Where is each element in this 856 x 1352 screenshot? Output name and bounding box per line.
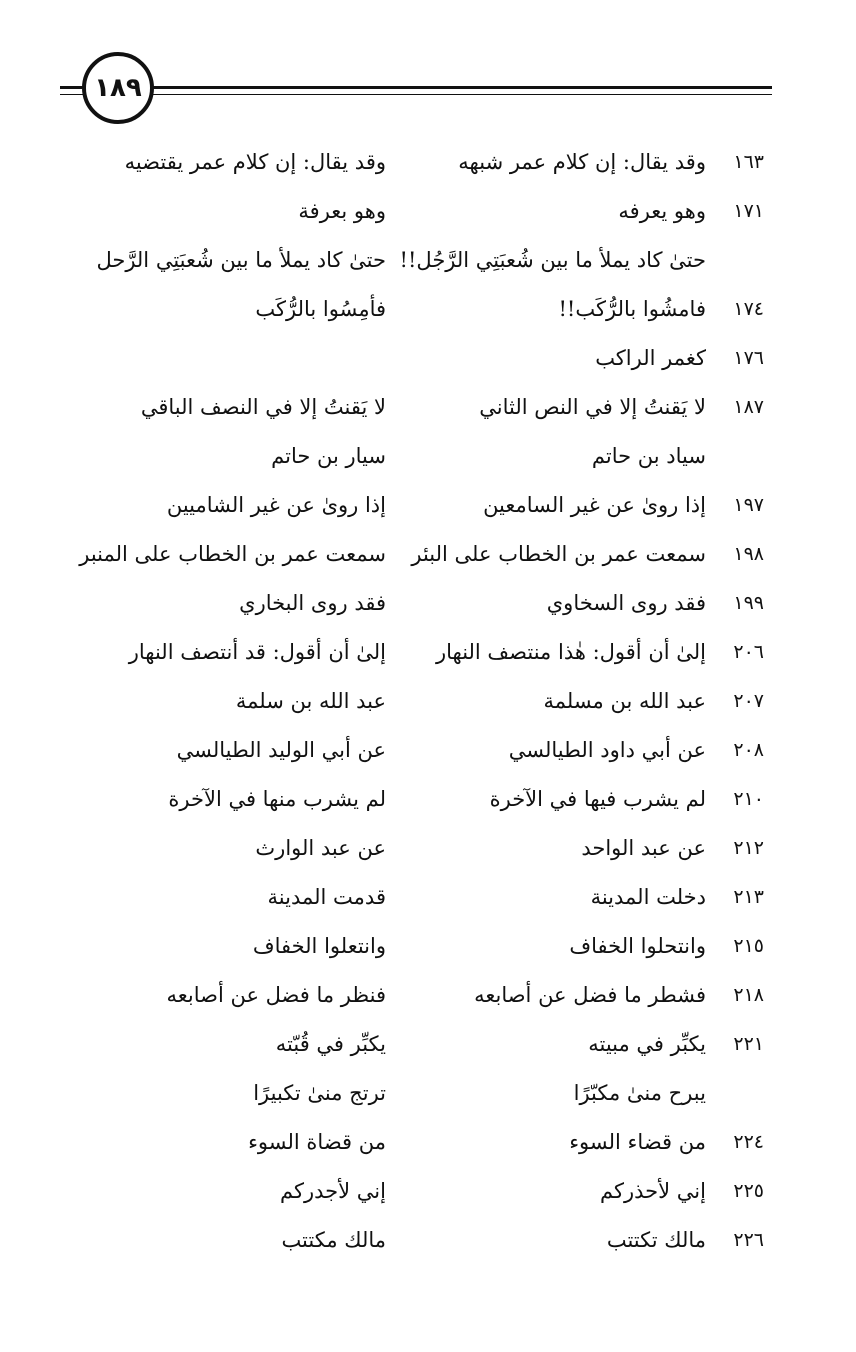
original-text: عبد الله بن مسلمة xyxy=(543,689,706,713)
errata-table xyxy=(0,138,856,1265)
original-text: عن عبد الواحد xyxy=(581,836,706,860)
line-number: ٢٢٥ xyxy=(733,1180,764,1202)
corrected-text: عن أبي الوليد الطيالسي xyxy=(176,738,386,762)
errata-row xyxy=(0,1167,856,1216)
original-text: لم يشرب فيها في الآخرة xyxy=(489,787,706,811)
original-text: حتىٰ كاد يملأ ما بين شُعبَتِي الرَّجُل!! xyxy=(399,248,706,272)
page-number-badge xyxy=(82,52,154,124)
line-number: ٢١٥ xyxy=(733,935,764,957)
errata-row xyxy=(0,677,856,726)
errata-row xyxy=(0,138,856,187)
original-text: وهو يعرفه xyxy=(618,199,706,223)
errata-row xyxy=(0,579,856,628)
original-text: يبرح منىٰ مكبّرًا xyxy=(573,1081,706,1105)
original-text: إني لأحذركم xyxy=(600,1179,706,1203)
line-number: ٢٢٤ xyxy=(733,1131,764,1153)
errata-row xyxy=(0,334,856,383)
original-text: دخلت المدينة xyxy=(590,885,706,909)
original-text: فقد روى السخاوي xyxy=(546,591,706,615)
original-text: فامشُوا بالرُّكَب!! xyxy=(558,297,706,321)
original-text: سياد بن حاتم xyxy=(591,444,706,468)
line-number: ١٦٣ xyxy=(733,151,764,173)
errata-row xyxy=(0,824,856,873)
corrected-text: فنظر ما فضل عن أصابعه xyxy=(166,983,386,1007)
errata-row xyxy=(0,922,856,971)
corrected-text: قدمت المدينة xyxy=(267,885,386,909)
errata-row xyxy=(0,1069,856,1118)
header-rule-thick xyxy=(60,86,772,89)
corrected-text: وهو بعرفة xyxy=(298,199,386,223)
corrected-text: ترتج منىٰ تكبيرًا xyxy=(253,1081,386,1105)
corrected-text: يكبِّر في قُبّته xyxy=(275,1032,386,1056)
line-number: ٢٢١ xyxy=(733,1033,764,1055)
line-number: ٢٠٦ xyxy=(733,641,764,663)
corrected-text: فأمِسُوا بالرُّكَب xyxy=(255,297,386,321)
corrected-text: فقد روى البخاري xyxy=(239,591,386,615)
original-text: لا يَقنتُ إلا في النص الثاني xyxy=(479,395,706,419)
line-number: ٢١٨ xyxy=(733,984,764,1006)
original-text: وقد يقال: إن كلام عمر شبهه xyxy=(458,150,706,174)
corrected-text: عبد الله بن سلمة xyxy=(235,689,386,713)
line-number: ٢٠٧ xyxy=(733,690,764,712)
original-text: فشطر ما فضل عن أصابعه xyxy=(474,983,706,1007)
corrected-text: وانتعلوا الخفاف xyxy=(252,934,386,958)
line-number: ١٨٧ xyxy=(733,396,764,418)
corrected-text: وقد يقال: إن كلام عمر يقتضيه xyxy=(124,150,386,174)
original-text: سمعت عمر بن الخطاب على البئر xyxy=(411,542,706,566)
original-text: كغمر الراكب xyxy=(595,346,706,370)
errata-row xyxy=(0,1118,856,1167)
line-number: ١٧٦ xyxy=(733,347,764,369)
errata-row xyxy=(0,530,856,579)
corrected-text: سيار بن حاتم xyxy=(271,444,386,468)
original-text: يكبِّر في مبيته xyxy=(588,1032,706,1056)
errata-row xyxy=(0,432,856,481)
corrected-text: إذا روىٰ عن غير الشاميين xyxy=(166,493,386,517)
errata-row xyxy=(0,628,856,677)
errata-row xyxy=(0,481,856,530)
errata-row xyxy=(0,285,856,334)
errata-row xyxy=(0,383,856,432)
corrected-text: لا يَقنتُ إلا في النصف الباقي xyxy=(140,395,386,419)
line-number: ١٧٤ xyxy=(733,298,764,320)
errata-row xyxy=(0,236,856,285)
corrected-text: سمعت عمر بن الخطاب على المنبر xyxy=(79,542,386,566)
original-text: من قضاء السوء xyxy=(569,1130,706,1154)
line-number: ٢١٣ xyxy=(733,886,764,908)
line-number: ١٩٩ xyxy=(733,592,764,614)
line-number: ١٩٨ xyxy=(733,543,764,565)
corrected-text: حتىٰ كاد يملأ ما بين شُعبَتِي الرَّحل xyxy=(96,248,386,272)
line-number: ١٧١ xyxy=(733,200,764,222)
corrected-text: لم يشرب منها في الآخرة xyxy=(168,787,386,811)
page-number: ١٨٩ xyxy=(94,73,142,103)
corrected-text: مالك مكتتب xyxy=(281,1228,386,1252)
corrected-text: عن عبد الوارث xyxy=(255,836,386,860)
errata-row xyxy=(0,1020,856,1069)
corrected-text: إلىٰ أن أقول: قد أنتصف النهار xyxy=(128,640,386,664)
line-number: ٢١٠ xyxy=(733,788,764,810)
original-text: مالك تكتتب xyxy=(606,1228,706,1252)
errata-row xyxy=(0,873,856,922)
corrected-text: إني لأجدركم xyxy=(280,1179,386,1203)
line-number: ١٩٧ xyxy=(733,494,764,516)
header-rule-thin xyxy=(60,94,772,95)
original-text: إذا روىٰ عن غير السامعين xyxy=(483,493,706,517)
line-number: ٢١٢ xyxy=(733,837,764,859)
errata-row xyxy=(0,1216,856,1265)
errata-row xyxy=(0,187,856,236)
original-text: وانتحلوا الخفاف xyxy=(569,934,706,958)
original-text: إلىٰ أن أقول: هٰذا منتصف النهار xyxy=(435,640,706,664)
corrected-text: من قضاة السوء xyxy=(248,1130,386,1154)
original-text: عن أبي داود الطيالسي xyxy=(508,738,706,762)
line-number: ٢٠٨ xyxy=(733,739,764,761)
line-number: ٢٢٦ xyxy=(733,1229,764,1251)
errata-row xyxy=(0,775,856,824)
errata-row xyxy=(0,971,856,1020)
errata-row xyxy=(0,726,856,775)
